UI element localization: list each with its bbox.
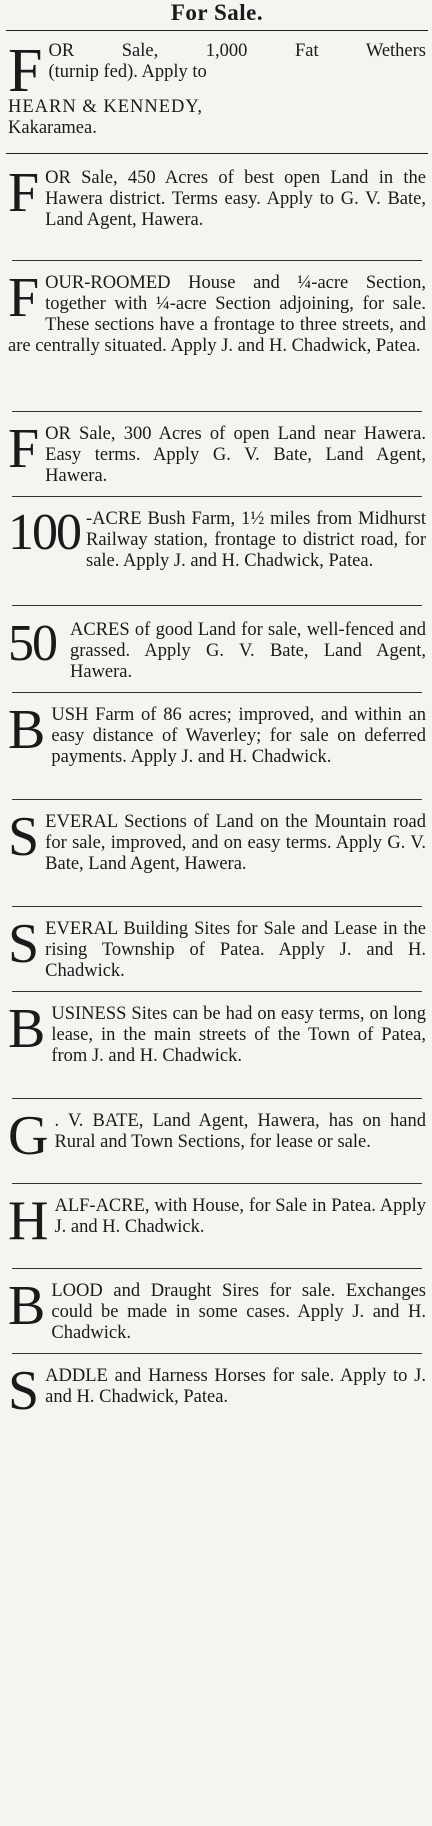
classified-ad (6, 418, 428, 496)
ad-text: ALF-ACRE, with House, for Sale in Patea. Apply J. and H. Chadwick. (54, 1196, 426, 1237)
ad-text: OR Sale, 300 Acres of open Land near Hawera. Easy terms. Apply G. V. Bate, Land Agent, Hawera. (45, 424, 426, 486)
drop-cap: S (8, 913, 40, 975)
classified-ad (6, 998, 428, 1098)
ad-text: . V. BATE, Land Agent, Hawera, has on hand Rural and Town Sections, for lease or sale. (54, 1111, 426, 1152)
ad-text: OUR-ROOMED House and ¼-acre Section, together with ¼-acre Section adjoining, for sale. These sections have a frontage to three streets, and are centrally situated. Apply J. and H. Chadwick, Patea. (8, 273, 426, 356)
drop-cap: B (8, 699, 46, 761)
drop-cap: F (8, 162, 40, 224)
classified-ad (6, 1190, 428, 1268)
classified-ad (6, 806, 428, 906)
classified-ad (6, 1275, 428, 1353)
drop-cap: B (8, 998, 46, 1060)
ad-line: Kakaramea. (8, 118, 97, 138)
ad-line: HEARN & KENNEDY, (8, 97, 204, 117)
drop-numeral: 100 (8, 504, 80, 561)
ad-text: ACRES of good Land for sale, well-fenced and grassed. Apply G. V. Bate, Land Agent, Hawera. (70, 620, 426, 682)
drop-cap: S (8, 806, 40, 868)
classified-ad (6, 699, 428, 799)
ad-text: USH Farm of 86 acres; improved, and within an easy distance of Waverley; for sale on deferred payments. Apply J. and H. Chadwick. (51, 705, 426, 767)
ad-text: EVERAL Building Sites for Sale and Lease in the rising Township of Patea. Apply J. and H. Chadwick. (45, 919, 426, 981)
ad-text: LOOD and Draught Sires for sale. Exchanges could be made in some cases. Apply J. and H. Chadwick. (51, 1281, 426, 1343)
classified-ad (6, 1105, 428, 1183)
drop-cap: F (8, 267, 40, 329)
drop-cap: F (8, 37, 43, 105)
ad-text: USINESS Sites can be had on easy terms, on long lease, in the main streets of the Town of Patea, from J. and H. Chadwick. (51, 1004, 426, 1066)
ad-text: OR Sale, 450 Acres of best open Land in the Hawera district. Terms easy. Apply to G. V. Bate, Land Agent, Hawera. (45, 168, 426, 230)
classified-ad (6, 615, 428, 692)
drop-cap: S (8, 1360, 40, 1422)
classified-ad (6, 1360, 428, 1438)
ad-text: ADDLE and Harness Horses for sale. Apply to J. and H. Chadwick, Patea. (45, 1366, 426, 1407)
ad-text: -ACRE Bush Farm, 1½ miles from Midhurst Railway station, frontage to district road, for sale. Apply J. and H. Chadwick, Patea. (86, 509, 426, 571)
drop-cap: F (8, 418, 40, 480)
ad-line: (turnip fed). Apply to (48, 62, 207, 82)
classified-ad (6, 162, 428, 260)
ad-line: OR Sale, 1,000 Fat Wethers (48, 41, 426, 61)
drop-cap: H (8, 1190, 49, 1252)
classified-ad (6, 267, 428, 411)
classified-ad (6, 913, 428, 991)
drop-cap: G (8, 1105, 49, 1167)
classified-ad (6, 504, 428, 605)
classified-ad (6, 30, 428, 154)
ad-text: EVERAL Sections of Land on the Mountain road for sale, improved, and on easy terms. Apply G. V. Bate, Land Agent, Hawera. (45, 812, 426, 874)
drop-cap: B (8, 1275, 46, 1337)
drop-numeral: 50 (8, 615, 56, 672)
section-heading: For Sale. (170, 0, 264, 25)
